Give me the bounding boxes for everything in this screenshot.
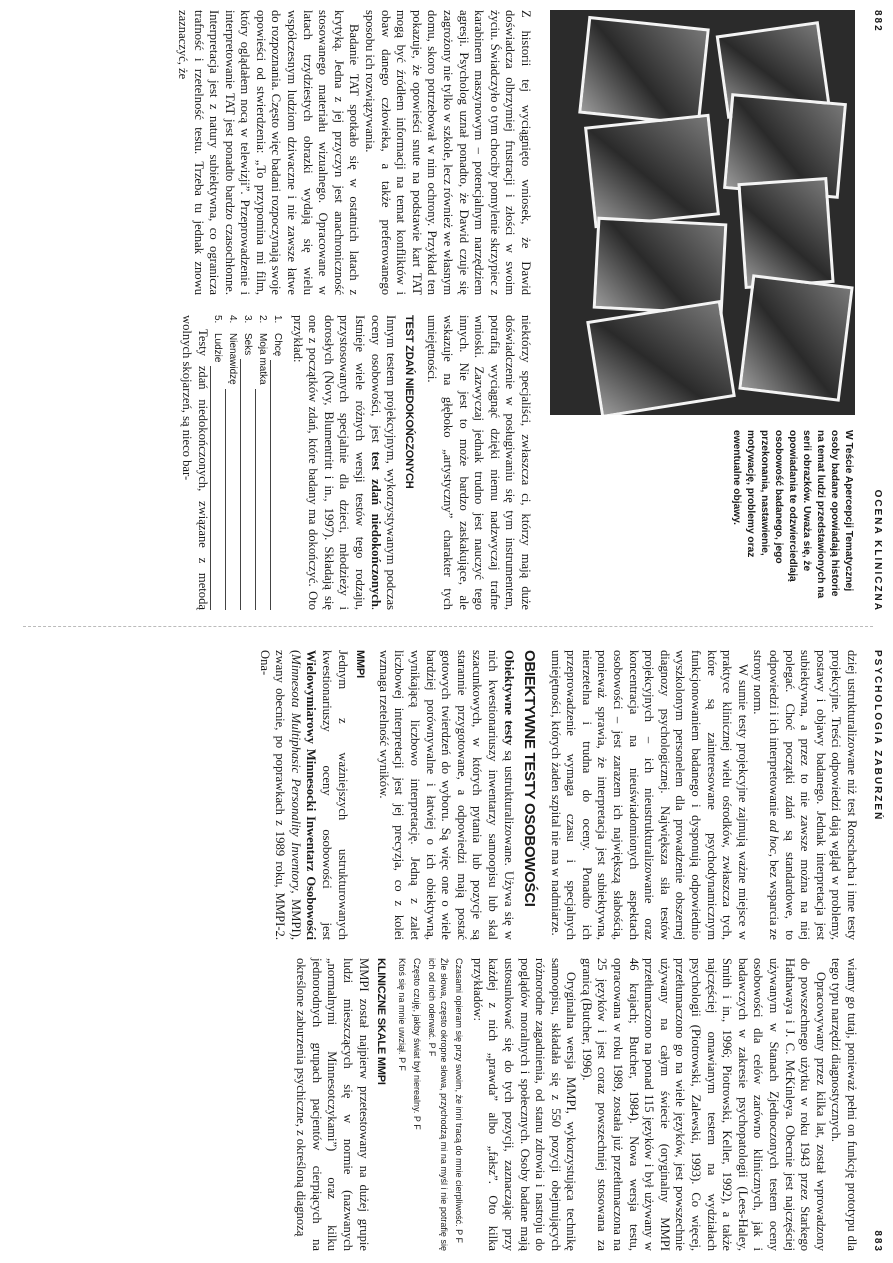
tat-card-image (586, 300, 736, 415)
list-item: Ktoś się na mnie uwziął. P F (397, 958, 408, 1071)
right-page-column-1 (256, 650, 859, 940)
list-item: 3. Seks (240, 315, 255, 610)
paragraph: wiamy go tutaj, ponieważ pełni on funkcję prototypu dla tego typu narzędzi diagnostycznych. (829, 958, 859, 1251)
tat-card-image (578, 16, 710, 126)
tat-cards-photo (550, 10, 855, 415)
paragraph: Oryginalna wersja MMPI, wykorzystująca technikę samoopisu, składała się z 550 pozycji obejmujących różnorodne zagadnienia, od stanu zdrowia i nastroju do poglądów moralnych i społecznych. Osoby badane mają ustosunkować się do tych pozycji, zaznaczając przy każdej z nich „prawda” albo „fałsz”. Oto kilka przykładów: (470, 958, 579, 1251)
paragraph: MMPI został najpierw przetestowany na dużej grupie ludzi mieszczących się w normie (nazwanych „normalnymi Minnesotczykami”) oraz kilku jednorodnych grupach pacjentów cierpiących na określone zaburzenia psychiczne, z określoną diagnozą (294, 958, 371, 1251)
list-item: Czasami opieram się przy swoim, że inni tracą do mnie cierpliwość. P F (454, 958, 465, 1243)
paragraph: Innym testem projekcyjnym, wykorzystywanym podczas oceny osobowości, jest test zdań niedokończonych. Istnieje wiele różnych wersji testów tego rodzaju, przystosowanych specjalnie dla dzieci, młodzieży i dorosłych (Novy, Blumentritt i in., 1997). Składają się one z początków zdań, które badany ma dokończyć. Oto przykład: (290, 315, 399, 611)
list-item: 2. Moja matka (255, 315, 270, 610)
list-item: 1. Chcę (270, 315, 285, 610)
subsection-heading: KLINICZNE SKALE MMPI (375, 958, 388, 1085)
paragraph: niektórzy specjaliści, zwłaszcza ci, którzy mają duże doświadczenie w posługiwaniu się tym instrumentem, potrafią wyciągnąć dzięki niemu nadzwyczaj trafne wnioski. Zazwyczaj jednak trudno jest nauczyć tego innych. Nie jest to może bardzo zaskakujące, ale wskazuje na głęboko „artystyczny” charakter tych umiejętności. (425, 315, 533, 610)
paragraph: Z historii tej wyciągnięto wniosek, że Dawid doświadcza olbrzymiej frustracji i złości w swoim życiu. Świadczyło o tym chociby pomylenie skrzypiec z karabinem maszynowym – potencjalnym narzędziem agresji. Psycholog uznał ponadto, że Dawid czuje się zagrożony nie tylko w szkole, lecz również we własnym domu, skoro potrzebował w nim ochrony. Przykład ten pokazuje, że opowieści snute na podstawie kart TAT mogą być źródłem informacji na temat konfliktów i obaw danego człowieka, a także preferowanego sposobu ich rozwiązywania. (363, 10, 533, 295)
paragraph: Opracowywany przez kilka lat, został wprowadzony do powszechnego użytku w roku 1943 przez Starkego Hathawaya i J. C. McKinleya. Obecnie jest najczęściej używanym w Stanach Zjednoczonych testem oceny osobowości dla celów zarówno klinicznych, jak i badawczych w zakresie psychopatologii (Lees-Haley, Smith i in., 1996; Piotrowski, Keller, 1992), a także najczęściej omawianym testem na wydziałach psychologii (Piotrowski, Zalewski, 1993). Co więcej, przetłumaczono go na wiele języków, jest powszechnie używany na całym świecie (oryginalny MMPI przetłumaczono na ponad 115 języków i był używany w 46 krajach; Butcher, 1984). Nowa wersja testu, opracowana w roku 1989, została już przetłumaczona na 25 języków i jest coraz powszechniej stosowana za granicą (Butcher, 1996). (579, 958, 828, 1251)
tat-card-image (593, 217, 728, 316)
list-item: 5. Ludzie (210, 315, 225, 610)
tat-card-image (584, 114, 720, 229)
right-running-head: PSYCHOLOGIA ZABURZEŃ (872, 650, 883, 822)
section-heading: OBIEKTYWNE TESTY OSOBOWOŚCI (521, 650, 539, 907)
left-page-column-2 (179, 315, 533, 610)
right-page (0, 640, 893, 1263)
tat-card-image (738, 274, 853, 402)
right-page-column-2 (293, 958, 859, 1251)
tat-card-image (737, 177, 834, 289)
right-page-number: 883 (872, 1230, 883, 1253)
paragraph: Badanie TAT spotkało się w ostatnich latach z krytyką. Jedna z jej przyczyn jest anachroniczność stosowanego materiału wizualnego. Opracowane w latach trzydziestych obrazki wydają się wielu współczesnym ludziom dziwaczne i nie zawsze łatwe do rozpoznania. Często więc badani rozpoczynają swoje opowieści od stwierdzenia: „To przypomina mi film, który oglądałem nocą w telewizji”. Przeprowadzenie i interpretowanie TAT jest ponadto bardzo czasochłonne. Interpretacja jest z natury subiektywna, co ogranicza trafność i rzetelność testu. Trzeba tu jednak znowu zaznaczyć, że (175, 10, 362, 295)
paragraph: dziej ustrukturalizowane niż test Rorschacha i inne testy projekcyjne. Treści odpowiedzi dają wgląd w problemy, postawy i objawy badanego. Jednak interpretacja jest subiektywna, a przez to nie zawsze można na niej polegać. Choć początki zdań są standardowe, to odpowiedzi i ich interpretowanie ad hoc, bez wsparcia ze strony norm. (751, 650, 859, 940)
list-item: Źle słowa, często okropne słowa, przychodzą mi na myśl i nie potrafię się ich od nich oderwać. P F (427, 958, 450, 1251)
paragraph: Obiektywne testy są ustrukturalizowane. Używa się w nich kwestionariuszy inwentarzy samoopisu lub skal szacunkowych, w których pytania lub pozycje są starannie przygotowane, a odpowiedzi mają postać gotowych twierdzeń do wyboru. Są więc one o wiele bardziej porównywalne i łatwiej o ich obiektywną, wynikającą liczbowo interpretację. Jedną z zalet liczbowej interpretacji jest jej precyzja, co z kolei wzmaga rzetelność wyników. (376, 650, 516, 940)
subsection-heading: MMPI (354, 650, 367, 678)
sentence-completion-list (210, 315, 285, 610)
list-item: Często czuję, jakby świat był nierealny. P F (412, 958, 423, 1130)
list-item: 4. Nienawidzę (225, 315, 240, 610)
section-heading: TEST ZDAŃ NIEDOKOŃCZONYCH (402, 315, 415, 489)
left-running-head: OCENA KLINICZNA (872, 489, 883, 612)
left-page-number: 882 (872, 10, 883, 33)
paragraph: Testy zdań niedokończonych, związane z metodą wolnych skojarzeń, są nieco bar- (180, 315, 211, 610)
left-page-column-1 (174, 10, 533, 295)
paragraph: Jednym z ważniejszych ustrukturowanych kwestionariuszy oceny osobowości jest Wielowymiarowy Minnesocki Inwentarz Osobowości (Minnesota Multiphasic Personality Inventory, MMPI), zwany obecnie, po poprawkach z 1989 roku, MMPI-2. Ona- (257, 650, 350, 941)
left-page (0, 0, 893, 622)
mmpi-example-items (396, 958, 465, 1251)
page-gutter (23, 626, 873, 628)
figure-caption: W Teście Apercepcji Tematycznej osoby badane opowiadają historie na temat ludzi przedstawionych na serii obrazków. Uważa się, że opowiadania te odzwierciedlają osobowość badanego, jego przekonania, nastawienie, motywację, problemy oraz ewentualne objawy. (731, 430, 854, 599)
paragraph: W sumie testy projekcyjne zajmują ważne miejsce w praktyce klinicznej wielu ośrodków, zwłaszcza tych, które są zainteresowane psychodynamicznym funkcjonowaniem badanego i dysponują odpowiednio wyszkolonym personelem dla prowadzenie obszernej diagnozy psychologicznej. Największa siła testów projekcyjnych – ich nieustrukturalizowanie oraz koncentracja na nieuświadomionych aspektach osobowości – jest zarazem ich największą słabością, ponieważ sprawia, że interpretacja jest subiektywna, nierzetelna i trudna do oceny. Ponadto ich przeprowadzenie wymaga czasu i specjalnych umiejętności, których żaden szpital nie ma w nadmiarze. (548, 650, 750, 940)
